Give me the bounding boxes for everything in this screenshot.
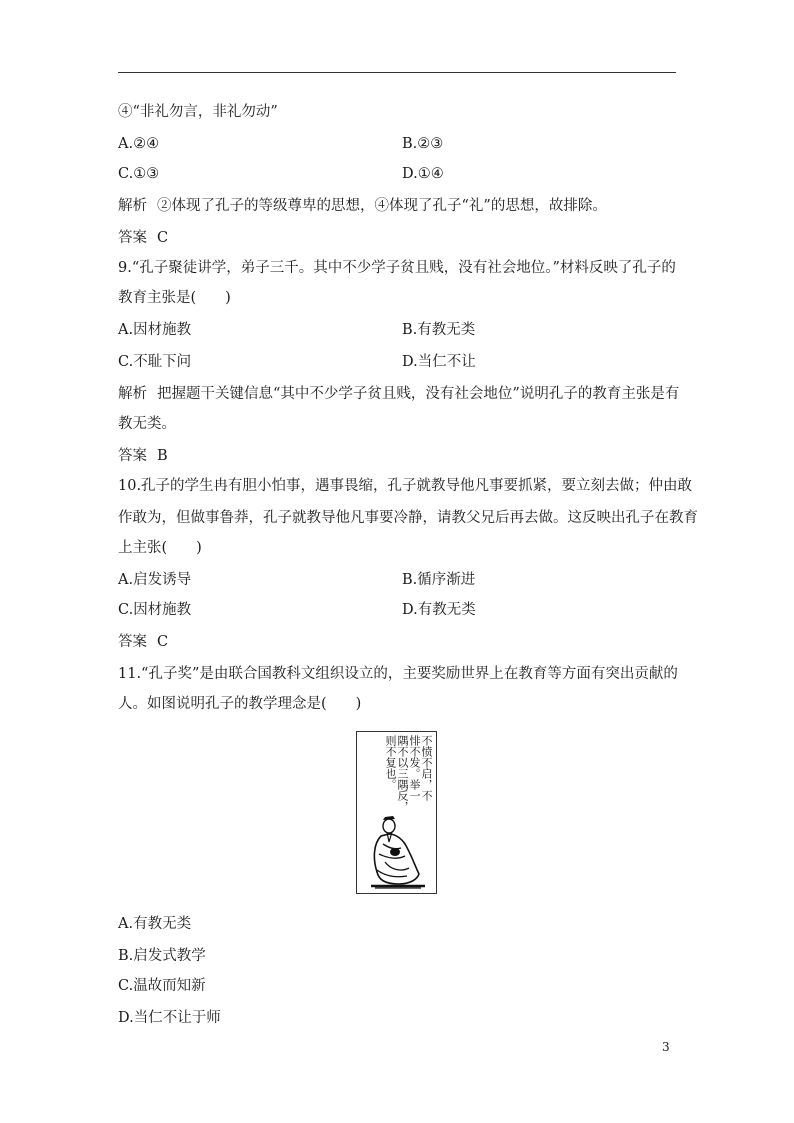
option-label: A. xyxy=(118,136,134,152)
analysis-text: 把握题干关键信息“其中不少学子贫且贱，没有社会地位”说明孔子的教育主张是有 xyxy=(157,386,680,402)
option-label: B. xyxy=(402,572,418,588)
q11-stem-line2: 人。如图说明孔子的教学理念是( ) xyxy=(118,696,362,712)
option-label: D. xyxy=(402,354,418,370)
option-text: ②③ xyxy=(417,136,444,152)
option-label: C. xyxy=(118,602,134,618)
q8-option-d xyxy=(402,164,444,184)
q11-option-b xyxy=(118,946,206,966)
option-text: 启发诱导 xyxy=(133,572,192,588)
option-label: C. xyxy=(118,354,134,370)
option-label: C. xyxy=(118,978,134,994)
option-text: 当仁不让于师 xyxy=(133,1010,221,1026)
q10-option-d xyxy=(402,600,476,620)
q9-answer xyxy=(118,446,168,466)
q8-item4: ④“非礼勿言，非礼勿动” xyxy=(118,104,278,120)
option-text: 温故而知新 xyxy=(133,978,206,994)
q9-analysis-line2: 教无类。 xyxy=(118,416,176,432)
answer-label: 答案 xyxy=(118,230,147,246)
confucius-illustration xyxy=(356,731,437,894)
analysis-label: 解析 xyxy=(118,198,147,214)
option-label: D. xyxy=(402,166,418,182)
q8-answer xyxy=(118,228,168,248)
q8-option-c xyxy=(118,164,159,184)
answer-value: C xyxy=(157,634,169,650)
q9-option-a xyxy=(118,320,191,340)
option-label: D. xyxy=(402,602,418,618)
figure-quote-line: 悱不发。举一 xyxy=(408,735,421,801)
q11-option-c xyxy=(118,976,206,996)
figure-quote-line: 则不复也。 xyxy=(384,735,397,790)
option-text: 不耻下问 xyxy=(133,354,192,370)
q9-stem-line1: 9.“孔子聚徒讲学，弟子三千。其中不少学子贫且贱，没有社会地位。”材料反映了孔子的 xyxy=(118,260,676,276)
analysis-text: ②体现了孔子的等级尊卑的思想，④体现了孔子“礼”的思想，故排除。 xyxy=(157,198,607,214)
option-label: D. xyxy=(118,1010,134,1026)
answer-value: B xyxy=(157,448,168,464)
q10-stem-line1: 10.孔子的学生冉有胆小怕事，遇事畏缩，孔子就教导他凡事要抓紧，要立刻去做；仲由敢 xyxy=(118,478,693,494)
option-label: B. xyxy=(402,136,418,152)
header-rule xyxy=(118,72,676,73)
q10-option-c xyxy=(118,600,191,620)
q8-analysis xyxy=(118,196,607,216)
option-label: A. xyxy=(118,916,134,932)
option-label: B. xyxy=(118,948,134,964)
q11-stem-line1: 11.“孔子奖”是由联合国教科文组织设立的，主要奖励世界上在教育等方面有突出贡献的 xyxy=(118,666,678,682)
option-text: ①③ xyxy=(133,166,160,182)
answer-value: C xyxy=(157,230,169,246)
option-text: ②④ xyxy=(133,136,160,152)
option-text: ①④ xyxy=(417,166,444,182)
analysis-label: 解析 xyxy=(118,386,147,402)
option-text: 循序渐进 xyxy=(417,572,476,588)
q9-stem-line2: 教育主张是( ) xyxy=(118,290,231,306)
q9-option-c xyxy=(118,352,191,372)
figure-quote-line: 不愤不启，不 xyxy=(420,735,433,801)
q8-option-a xyxy=(118,134,159,154)
option-label: C. xyxy=(118,166,134,182)
option-text: 有教无类 xyxy=(417,322,476,338)
q10-option-a xyxy=(118,570,191,590)
option-label: A. xyxy=(118,322,134,338)
q10-option-b xyxy=(402,570,475,590)
q9-analysis-line1 xyxy=(118,384,679,404)
figure-quote-line: 隅不以三隅反， xyxy=(396,735,409,812)
q11-option-d xyxy=(118,1008,221,1028)
q8-option-b xyxy=(402,134,443,154)
option-text: 因材施教 xyxy=(133,322,192,338)
q10-answer xyxy=(118,632,168,652)
option-text: 有教无类 xyxy=(417,602,476,618)
option-text: 有教无类 xyxy=(133,916,192,932)
option-text: 当仁不让 xyxy=(417,354,476,370)
option-text: 因材施教 xyxy=(133,602,192,618)
answer-label: 答案 xyxy=(118,448,147,464)
option-label: A. xyxy=(118,572,134,588)
option-text: 启发式教学 xyxy=(133,948,206,964)
answer-label: 答案 xyxy=(118,634,147,650)
confucius-figure-drawing xyxy=(365,814,431,892)
q9-option-d xyxy=(402,352,476,372)
q11-option-a xyxy=(118,914,191,934)
q9-option-b xyxy=(402,320,475,340)
option-label: B. xyxy=(402,322,418,338)
q10-stem-line2: 作敢为，但做事鲁莽，孔子就教导他凡事要冷静，请教父兄后再去做。这反映出孔子在教育 xyxy=(118,510,698,526)
page-number: 3 xyxy=(662,1040,670,1054)
q10-stem-line3: 上主张( ) xyxy=(118,540,202,556)
